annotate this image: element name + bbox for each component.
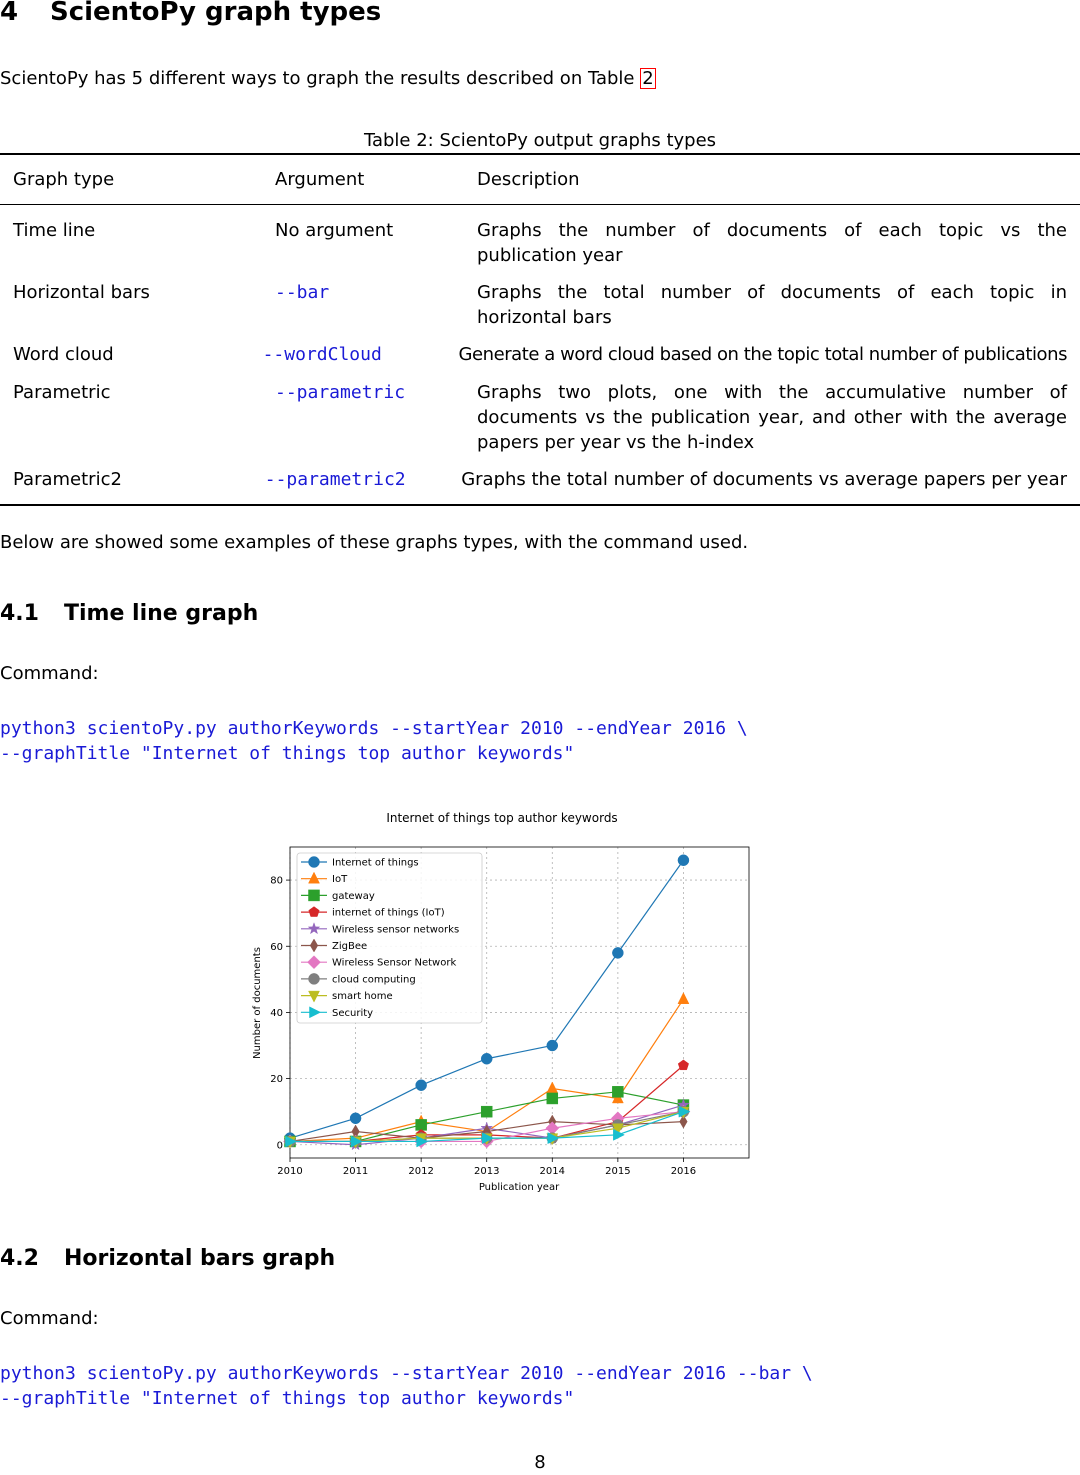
data-point [547,1040,558,1051]
legend-item [301,991,393,1002]
code-line: python3 scientoPy.py authorKeywords --startYear 2010 --endYear 2016 --bar \ [0,1363,813,1384]
y-tick-label: 80 [270,875,283,887]
table-reference-link[interactable]: 2 [642,68,654,89]
legend-label: Wireless sensor networks [332,924,460,936]
row-description: Graphs the total number of documents of each topic in horizontal bars [477,282,1067,328]
table-row [0,380,1080,455]
legend-label: Internet of things [332,857,419,869]
legend-label: internet of things (IoT) [332,907,445,919]
data-point [678,1060,688,1070]
table-row [0,342,1080,367]
row-argument: --parametric2 [264,469,406,490]
legend-item [301,890,375,902]
legend-label: Wireless Sensor Network [332,957,457,969]
row-type: Parametric [13,382,111,403]
data-point [547,1082,558,1093]
table-top-rule [0,153,1080,155]
legend-label: cloud computing [332,974,416,986]
page-number: 8 [534,1452,546,1473]
row-description: Graphs the total number of documents vs average papers per year [461,469,1067,490]
data-point [547,1093,558,1104]
row-argument: No argument [275,220,394,241]
code-line: --graphTitle "Internet of things top author keywords" [0,743,575,764]
command-label: Command: [0,1308,99,1329]
legend-label: Security [332,1007,374,1019]
row-type: Parametric2 [13,469,122,490]
x-tick-label: 2012 [408,1166,434,1177]
table-bottom-rule [0,504,1080,506]
section-title: ScientoPy graph types [50,0,382,27]
section-number: 4 [0,0,19,27]
subsection-number: 4.1 [0,601,39,626]
code-line: --graphTitle "Internet of things top author keywords" [0,1388,575,1409]
y-tick-label: 60 [270,941,283,953]
row-type: Word cloud [13,344,114,365]
x-axis-label: Publication year [478,1182,560,1193]
data-point [612,947,623,958]
timeline-chart [240,800,800,1200]
data-point [416,1080,427,1091]
table-row [0,218,1080,268]
x-tick-label: 2013 [473,1166,500,1177]
intro-paragraph [0,66,656,91]
row-description: Graphs two plots, one with the accumulative number of documents vs the publication year, and other with the average papers per year vs the h-index [477,382,1067,453]
legend-marker [309,857,320,868]
subsection-title: Horizontal bars graph [64,1246,336,1271]
intro-text: ScientoPy has 5 different ways to graph the results described on Table [0,68,635,89]
data-point [612,1086,623,1097]
subsection-heading-bars [0,1246,335,1271]
data-point [416,1119,427,1130]
data-point [481,1106,492,1117]
row-type: Time line [13,220,96,241]
data-point [678,855,689,866]
row-argument: --bar [275,282,330,303]
legend-label: IoT [332,874,348,886]
subsection-heading-timeline [0,601,258,626]
x-tick-label: 2015 [605,1166,631,1177]
code-line: python3 scientoPy.py authorKeywords --startYear 2010 --endYear 2016 \ [0,718,748,739]
table-header-rule [0,204,1080,205]
header-argument: Argument [275,169,365,190]
y-axis-label: Number of documents [252,947,263,1059]
x-tick-label: 2010 [277,1166,303,1177]
legend-marker [309,890,320,901]
data-point [678,993,689,1004]
table-row [0,467,1080,492]
header-description: Description [477,169,580,190]
legend-label: gateway [332,890,375,902]
y-tick-label: 40 [270,1007,283,1019]
subsection-number: 4.2 [0,1246,39,1271]
legend-label: smart home [332,991,393,1003]
row-description: Graphs the number of documents of each topic vs the publication year [477,220,1067,266]
header-graph-type: Graph type [13,169,115,190]
y-tick-label: 20 [270,1074,283,1086]
row-type: Horizontal bars [13,282,150,303]
examples-paragraph: Below are showed some examples of these graphs types, with the command used. [0,532,749,553]
data-point [481,1053,492,1064]
table-caption: Table 2: ScientoPy output graphs types [363,130,717,151]
subsection-title: Time line graph [64,601,259,626]
chart-title: Internet of things top author keywords [386,811,618,825]
table-row [0,280,1080,330]
row-description: Generate a word cloud based on the topic total number of publications [458,344,1067,365]
row-argument: --parametric [275,382,406,403]
data-point [350,1113,361,1124]
row-argument: --wordCloud [262,344,382,365]
table-header [0,167,1080,192]
x-tick-label: 2011 [342,1166,369,1177]
section-heading [0,0,381,27]
x-tick-label: 2014 [539,1166,566,1177]
legend-marker [309,973,320,984]
command-label: Command: [0,663,99,684]
x-tick-label: 2016 [670,1166,697,1177]
y-tick-label: 0 [276,1140,283,1152]
legend-label: ZigBee [332,941,368,952]
